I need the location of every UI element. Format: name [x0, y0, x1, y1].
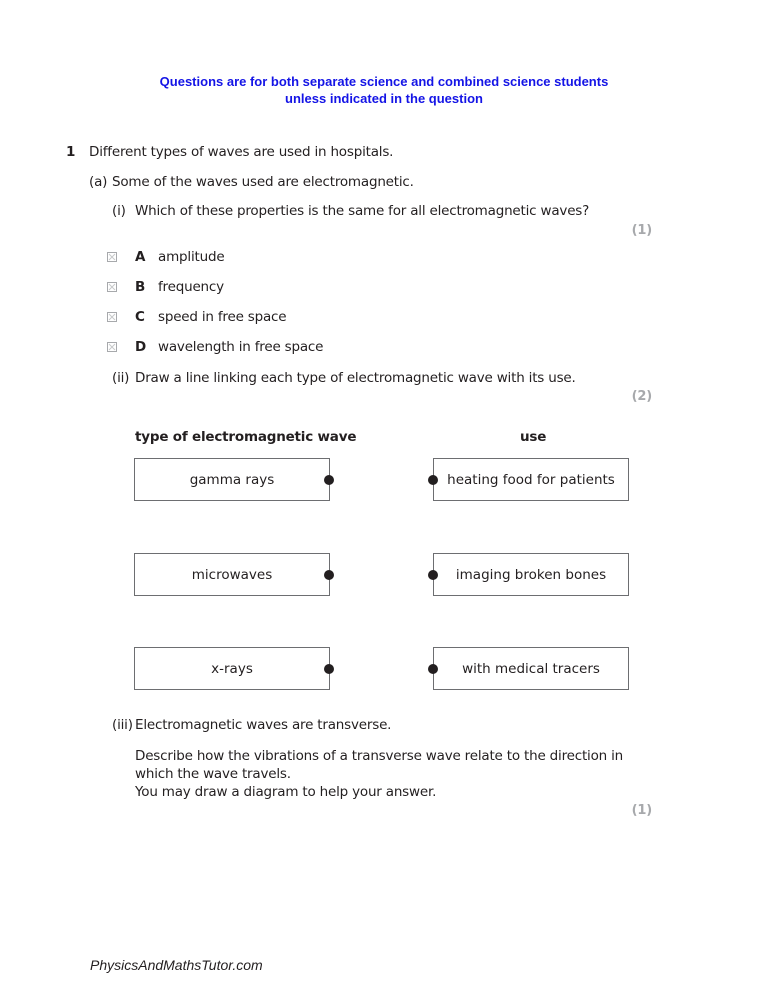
instruction-banner — [0, 73, 768, 107]
use-label: imaging broken bones — [455, 566, 607, 583]
right-connector-dot-1[interactable] — [428, 475, 438, 485]
sub-iii-text: Electromagnetic waves are transverse. — [135, 717, 392, 733]
use-box-imaging-bones — [433, 553, 629, 596]
wave-box-gamma-rays — [134, 458, 330, 501]
left-column-header: type of electromagnetic wave — [135, 429, 357, 445]
sub-ii-text: Draw a line linking each type of electromagnetic wave with its use. — [135, 370, 576, 386]
use-box-heating-food — [433, 458, 629, 501]
answer-area[interactable] — [135, 825, 655, 935]
wave-label: gamma rays — [189, 471, 275, 488]
wave-box-x-rays — [134, 647, 330, 690]
wave-box-microwaves — [134, 553, 330, 596]
banner-line-1: Questions are for both separate science and combined science students — [159, 74, 609, 89]
sub-iii-label: (iii) — [112, 717, 133, 733]
right-column-header: use — [520, 429, 547, 445]
part-a-label: (a) — [89, 174, 108, 190]
option-a-text: amplitude — [158, 249, 225, 265]
crossed-box-icon — [108, 283, 116, 291]
footer-site-name: PhysicsAndMathsTutor.com — [90, 957, 263, 973]
part-a-text: Some of the waves used are electromagnetic. — [112, 174, 414, 190]
wave-label: x-rays — [211, 660, 253, 677]
option-b-letter: B — [135, 279, 146, 295]
right-connector-dot-3[interactable] — [428, 664, 438, 674]
option-a-checkbox[interactable] — [107, 252, 117, 262]
sub-i-label: (i) — [112, 203, 126, 219]
use-box-medical-tracers — [433, 647, 629, 690]
left-connector-dot-3[interactable] — [324, 664, 334, 674]
wave-label: microwaves — [191, 566, 273, 583]
use-label: heating food for patients — [447, 471, 615, 488]
option-c-text: speed in free space — [158, 309, 287, 325]
banner-line-2: unless indicated in the question — [285, 91, 483, 106]
option-c-checkbox[interactable] — [107, 312, 117, 322]
sub-iii-instruction-1: Describe how the vibrations of a transverse wave relate to the direction in — [135, 748, 624, 764]
left-connector-dot-2[interactable] — [324, 570, 334, 580]
left-connector-dot-1[interactable] — [324, 475, 334, 485]
right-connector-dot-2[interactable] — [428, 570, 438, 580]
sub-iii-instruction-2: which the wave travels. — [135, 766, 291, 782]
sub-ii-marks: (2) — [631, 389, 652, 404]
sub-ii-label: (ii) — [112, 370, 130, 386]
option-a-letter: A — [135, 249, 146, 265]
crossed-box-icon — [108, 253, 116, 261]
question-number: 1 — [66, 144, 76, 160]
option-b-text: frequency — [158, 279, 224, 295]
use-label: with medical tracers — [462, 660, 600, 677]
sub-iii-instruction-3: You may draw a diagram to help your answer. — [135, 784, 437, 800]
option-d-letter: D — [135, 339, 147, 355]
option-d-text: wavelength in free space — [158, 339, 324, 355]
option-c-letter: C — [135, 309, 145, 325]
option-d-checkbox[interactable] — [107, 342, 117, 352]
sub-i-marks: (1) — [631, 223, 652, 238]
crossed-box-icon — [108, 343, 116, 351]
crossed-box-icon — [108, 313, 116, 321]
sub-i-text: Which of these properties is the same for all electromagnetic waves? — [135, 203, 590, 219]
option-b-checkbox[interactable] — [107, 282, 117, 292]
sub-iii-marks: (1) — [631, 803, 652, 818]
question-stem: Different types of waves are used in hospitals. — [89, 144, 394, 160]
